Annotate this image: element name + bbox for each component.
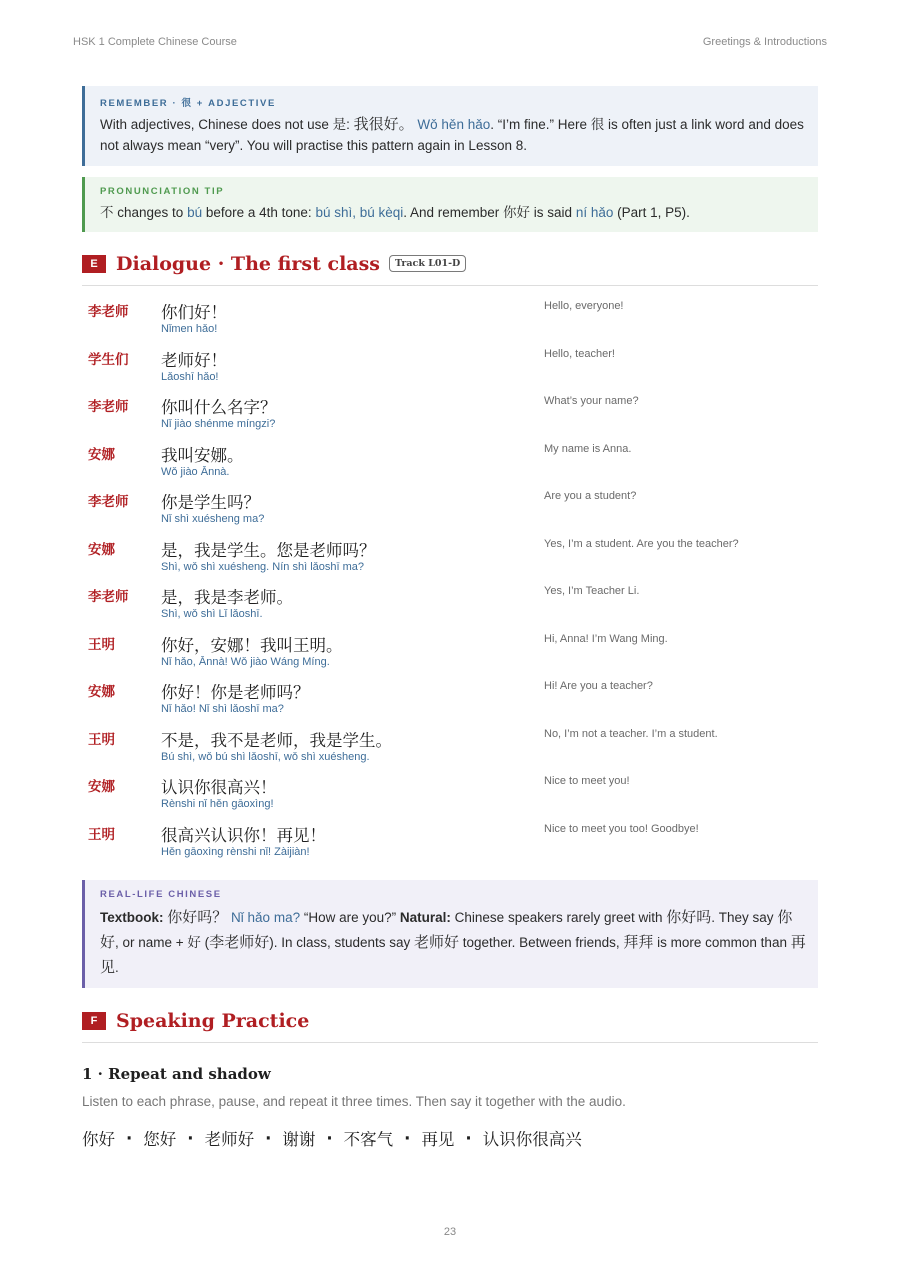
dialogue-chinese: 你好！你是老师吗？ [161, 683, 310, 702]
dialogue-row [82, 439, 818, 487]
phrase-separator: · [187, 1128, 194, 1148]
dialogue-pinyin: Hěn gāoxìng rènshi nǐ! Zàijiàn! [161, 845, 310, 858]
rl-chinese-2: 你好吗 [666, 908, 712, 926]
rl-text-2: Chinese speakers rarely greet with [450, 910, 667, 925]
dialogue-translation: My name is Anna. [544, 442, 632, 455]
remember-note [82, 86, 818, 166]
dialogue-speaker: 安娜 [88, 684, 115, 700]
rl-text-4: , or name + 好 ( [115, 935, 210, 950]
rl-text-3: . They say [711, 910, 778, 925]
dialogue-speaker: 王明 [88, 731, 115, 748]
practice-phrase: 谢谢 [282, 1130, 316, 1149]
pronunciation-tip-tag: PRONUNCIATION TIP [100, 186, 225, 197]
tip-pinyin-3: ní hǎo [575, 205, 614, 220]
dialogue-pinyin: Shì, wǒ shì Lǐ lǎoshī. [161, 608, 263, 620]
dialogue-speaker: 李老师 [88, 494, 129, 510]
dialogue-speaker: 王明 [88, 636, 115, 653]
dialogue-row [82, 771, 818, 819]
dialogue-row [82, 391, 818, 439]
dialogue-translation: Hello, everyone! [544, 300, 624, 312]
dialogue-pinyin: Nǐ hǎo! Nǐ shì lǎoshī ma? [161, 703, 284, 715]
dialogue-pinyin: Nǐmen hǎo! [161, 323, 218, 335]
label-textbook: Textbook: [100, 910, 164, 925]
remember-pinyin: Wǒ hěn hǎo [417, 117, 491, 132]
dialogue-row [82, 296, 818, 344]
dialogue-pinyin: Rènshi nǐ hěn gāoxìng! [161, 798, 274, 810]
page-number: 23 [443, 1226, 457, 1238]
dialogue-pinyin: Nǐ hǎo, Ānnà! Wǒ jiào Wáng Míng. [161, 655, 330, 668]
exercise-instruction: Listen to each phrase, pause, and repeat it three times. Then say it together with the audio. [82, 1094, 626, 1109]
dialogue-translation: Nice to meet you! [544, 775, 630, 787]
dialogue-chinese: 我叫安娜。 [161, 445, 244, 465]
dialogue-pinyin: Nǐ shì xuésheng ma? [161, 513, 265, 525]
section-e-title: Dialogue · The first class [116, 252, 380, 275]
dialogue-chinese: 认识你很高兴！ [161, 778, 277, 797]
rl-text-1: “How are you?” [300, 910, 400, 925]
pronunciation-tip [82, 177, 818, 232]
dialogue-row [82, 819, 818, 867]
dialogue-row [82, 534, 818, 582]
running-header-chapter: Greetings & Introductions [702, 36, 827, 48]
dialogue-row [82, 581, 818, 629]
dialogue-list [82, 296, 818, 866]
real-life-note-body [100, 905, 806, 980]
dialogue-pinyin: Lǎoshī hǎo! [161, 370, 219, 383]
real-life-note-tag: REAL-LIFE CHINESE [100, 889, 222, 900]
dialogue-chinese: 是，我是学生。您是老师吗？ [161, 540, 376, 560]
dialogue-row [82, 344, 818, 392]
phrase-separator: · [404, 1128, 411, 1148]
phrase-list [82, 1126, 582, 1150]
remember-note-body [100, 114, 806, 156]
dialogue-pinyin: Wǒ jiào Ānnà. [161, 465, 230, 478]
rl-chinese-7: 再见 [100, 933, 806, 976]
dialogue-translation: Hello, teacher! [544, 347, 615, 360]
dialogue-translation: Are you a student? [544, 490, 637, 502]
phrase-separator: · [126, 1128, 133, 1148]
rl-chinese-6: 拜拜 [623, 933, 654, 951]
real-life-note [82, 880, 818, 988]
practice-phrase: 认识你很高兴 [482, 1130, 582, 1149]
practice-phrase: 你好 [82, 1130, 115, 1149]
dialogue-translation: Hi! Are you a teacher? [544, 680, 653, 692]
remember-text-1: With adjectives, Chinese does not use 是: [100, 117, 354, 132]
section-f-badge: F [82, 1012, 106, 1030]
dialogue-chinese: 你是学生吗？ [161, 493, 260, 512]
running-header-course: HSK 1 Complete Chinese Course [73, 36, 237, 48]
rl-text-8: . [115, 960, 119, 975]
phrase-separator: · [265, 1128, 272, 1148]
tip-pinyin-1: bú [187, 205, 203, 220]
dialogue-chinese: 很高兴认识你！再见！ [161, 825, 326, 845]
exercise-title: 1 · Repeat and shadow [82, 1065, 271, 1083]
dialogue-chinese: 你好，安娜！我叫王明。 [161, 635, 343, 655]
phrase-separator: · [326, 1128, 333, 1148]
rl-chinese-4: 李老师好 [209, 933, 270, 951]
dialogue-speaker: 李老师 [88, 304, 129, 320]
rl-text-5: ). In class, students say [269, 935, 415, 950]
section-f-heading [82, 1009, 818, 1043]
section-e-heading [82, 252, 818, 286]
dialogue-chinese: 是，我是李老师。 [161, 588, 293, 607]
tip-text-4: (Part 1, P5). [613, 205, 690, 220]
dialogue-chinese: 你们好！ [161, 303, 227, 322]
dialogue-translation: Nice to meet you too! Goodbye! [544, 822, 699, 835]
dialogue-speaker: 李老师 [88, 589, 129, 605]
rl-text-7: is more common than [653, 935, 791, 950]
remember-text-2: . “I’m fine.” Here 很 is often just a link word and does not always mean “very”. You will practise this pattern again in Lesson 8. [100, 117, 804, 153]
rl-pinyin: Nǐ hǎo ma? [231, 910, 301, 925]
dialogue-translation: Yes, I’m a student. Are you the teacher? [544, 537, 739, 550]
dialogue-chinese: 你叫什么名字？ [161, 398, 277, 417]
section-f-title: Speaking Practice [116, 1009, 310, 1032]
dialogue-speaker: 王明 [88, 826, 115, 843]
label-natural: Natural: [399, 910, 451, 925]
rl-chinese-1: 你好吗？ [167, 908, 228, 926]
dialogue-translation: Hi, Anna! I’m Wang Ming. [544, 632, 668, 645]
tip-text-1: 不 changes to [100, 205, 188, 220]
dialogue-chinese: 老师好！ [161, 350, 227, 370]
dialogue-speaker: 安娜 [88, 541, 115, 558]
dialogue-row [82, 676, 818, 724]
tip-text-2: before a 4th tone: [202, 205, 316, 220]
dialogue-speaker: 安娜 [88, 446, 115, 463]
dialogue-pinyin: Shì, wǒ shì xuésheng. Nín shì lǎoshī ma? [161, 560, 365, 573]
section-e-badge: E [82, 255, 106, 273]
track-badge: Track L01-D [389, 255, 466, 272]
dialogue-translation: No, I’m not a teacher. I’m a student. [544, 727, 718, 740]
dialogue-translation: What’s your name? [544, 395, 639, 407]
phrase-separator: · [465, 1128, 472, 1148]
practice-phrase: 您好 [143, 1130, 177, 1149]
dialogue-speaker: 李老师 [88, 399, 129, 415]
dialogue-translation: Yes, I’m Teacher Li. [544, 585, 640, 597]
tip-text-3: . And remember 你好 is said [403, 205, 576, 220]
rl-chinese-5: 老师好 [414, 933, 460, 951]
tip-pinyin-2: bú shì, bú kèqi [315, 205, 404, 220]
pronunciation-tip-body [100, 202, 806, 223]
dialogue-pinyin: Bú shì, wǒ bú shì lǎoshī, wǒ shì xuésheng. [161, 750, 370, 763]
practice-phrase: 不客气 [343, 1130, 394, 1149]
dialogue-chinese: 不是，我不是老师，我是学生。 [161, 730, 392, 750]
practice-phrase: 老师好 [204, 1130, 255, 1149]
dialogue-speaker: 学生们 [88, 351, 129, 368]
dialogue-row [82, 724, 818, 772]
remember-note-tag: REMEMBER · 很 + ADJECTIVE [100, 98, 276, 109]
rl-chinese-3: 你好 [100, 908, 793, 951]
remember-chinese: 我很好。 [353, 115, 414, 133]
dialogue-pinyin: Nǐ jiào shénme míngzi? [161, 418, 276, 430]
dialogue-row [82, 629, 818, 677]
practice-phrase: 再见 [421, 1130, 455, 1149]
dialogue-speaker: 安娜 [88, 779, 115, 795]
dialogue-row [82, 486, 818, 534]
rl-text-6: together. Between friends, [459, 935, 624, 950]
